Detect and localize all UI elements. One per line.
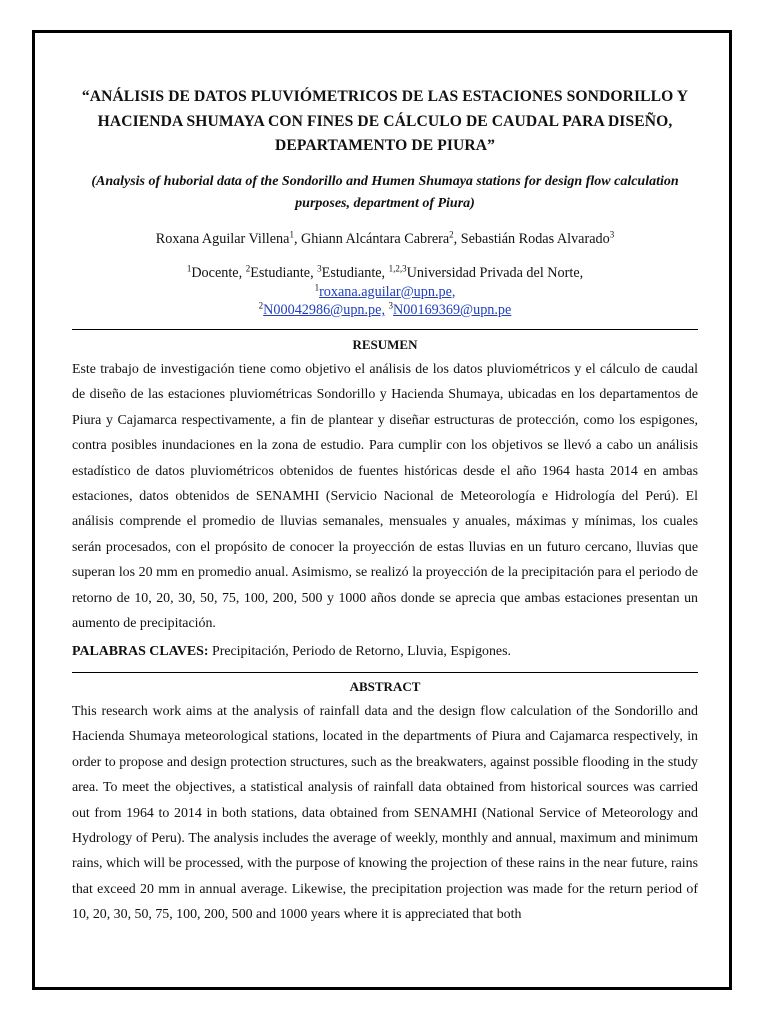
author-superscript: 1	[289, 229, 294, 240]
resumen-body: Este trabajo de investigación tiene como objetivo el análisis de los datos pluviométricos y el cálculo de caudal de diseño de las estaciones pluviométricas Sondorillo y Hacienda Shumaya, ubicadas en los departamentos de Piura y Cajamarca respectivamente, a fin de plantear y diseñar estructuras de protección, como los espigones, contra posibles inundaciones en la zona de estudio. Para cumplir con los objetivos se llevó a cabo un análisis estadístico de datos pluviométricos obtenidos de fuentes históricas desde el año 1964 hasta 2014 en ambas estaciones, datos obtenidos de SENAMHI (Servicio Nacional de Meteorología e Hidrología del Perú). El análisis comprende el promedio de lluvias semanales, mensuales y anuales, máximas y mínimas, los cuales serán procesados, con el propósito de conocer la proyección de estas lluvias en un futuro cercano, lluvias que superan los 20 mm en promedio anual. Asimismo, se realizó la proyección de la precipitación para el periodo de retorno de 10, 20, 30, 50, 75, 100, 200, 500 y 1000 años donde se aprecia que ambas estaciones presentan un aumento de precipitación.	[72, 362, 698, 632]
author-name: Roxana Aguilar Villena	[155, 231, 290, 247]
paper-subtitle: (Analysis of huborial data of the Sondorillo and Humen Shumaya stations for design flow calculation purposes, department of Piura)	[91, 174, 679, 211]
author-superscript: 3	[609, 229, 615, 240]
keywords-text: Precipitación, Periodo de Retorno, Lluvia, Espigones.	[208, 644, 511, 659]
paper-title: “ANÁLISIS DE DATOS PLUVIÓMETRICOS DE LAS ESTACIONES SONDORILLO Y HACIENDA SHUMAYA CON FINES DE CÁLCULO DE CAUDAL PARA DISEÑO, DEPARTAMENTO DE PIURA”	[81, 88, 689, 154]
email-line-1	[72, 283, 698, 302]
author-name: Ghiann Alcántara Cabrera	[301, 231, 450, 247]
email-link[interactable]: N00042986@upn.pe,	[263, 302, 385, 318]
section-divider	[72, 329, 698, 330]
abstract-heading: ABSTRACT	[349, 679, 421, 694]
email-line-2	[72, 301, 698, 320]
affiliation-superscript: 3	[317, 263, 322, 274]
email-superscript: 3	[388, 300, 394, 311]
section-divider	[72, 672, 698, 673]
email-superscript: 2	[258, 300, 264, 311]
abstract-body: This research work aims at the analysis of rainfall data and the design flow calculation of the Sondorillo and Hacienda Shumaya meteorological stations, located in the departments of Piura and Cajamarca respectively, in order to propose and design protection structures, such as the breakwaters, against possible flooding in the study area. To meet the objectives, a statistical analysis of rainfall data obtained from historical sources was carried out from 1964 to 2014 in both stations, data obtained from SENAMHI (National Service of Meteorology and Hydrology of Peru). The analysis includes the average of weekly, monthly and annual, maximum and minimum rains, which will be processed, with the purpose of knowing the projection of these rains in the near future, rains that exceed 20 mm in annual average. Likewise, the precipitation projection was made for the return period of 10, 20, 30, 50, 75, 100, 200, 500 and 1000 years where it is appreciated that both	[72, 704, 698, 923]
author-superscript: 2	[449, 229, 454, 240]
role-text: Docente,	[191, 265, 246, 281]
author-name: Sebastián Rodas Alvarado	[460, 231, 610, 247]
affiliation-line	[72, 264, 698, 283]
keywords-label: PALABRAS CLAVES:	[72, 644, 209, 659]
affiliation-block	[72, 264, 698, 320]
resumen-heading: RESUMEN	[352, 337, 418, 352]
affiliation-superscript: 1,2,3	[388, 263, 407, 274]
email-link[interactable]: roxana.aguilar@upn.pe,	[319, 283, 456, 300]
role-text: Estudiante,	[250, 265, 318, 281]
university-name: Universidad Privada del Norte,	[406, 265, 584, 281]
author-list: Roxana Aguilar Villena$^1$, Ghiann Alcántara Cabrera$^2$, Sebastián Rodas Alvarado$^3$	[155, 229, 615, 247]
keywords-line	[72, 642, 698, 662]
email-link[interactable]: N00169369@upn.pe	[393, 302, 512, 318]
affiliation-superscript: 1	[186, 263, 192, 274]
page-border	[32, 30, 732, 990]
email-superscript: 1	[314, 281, 320, 292]
role-text: Estudiante,	[321, 265, 389, 281]
affiliation-superscript: 2	[245, 263, 251, 274]
